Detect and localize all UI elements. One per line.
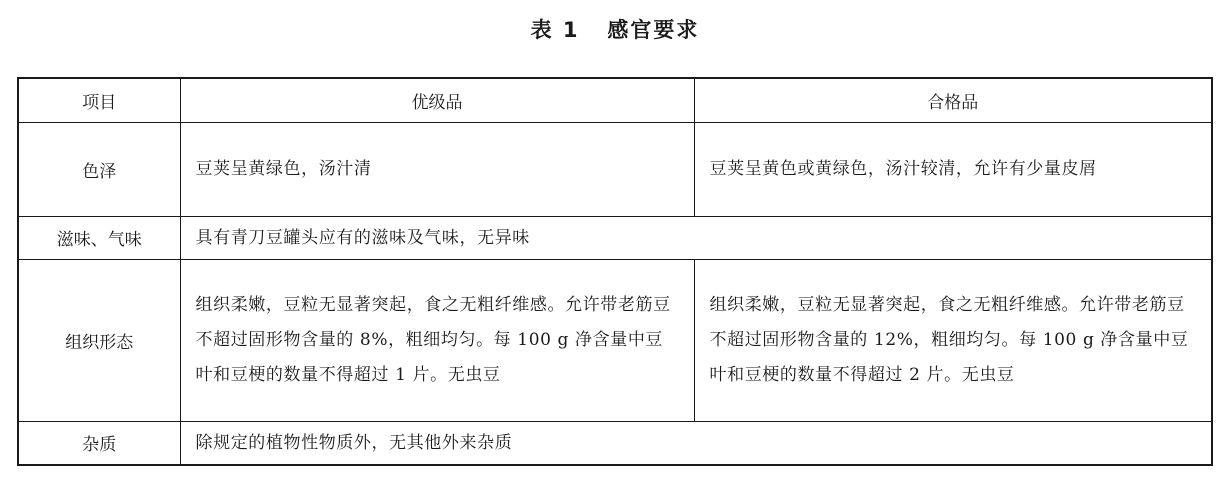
header-premium: 优级品 [180,78,694,122]
color-qualified: 豆荚呈黄色或黄绿色，汤汁较清，允许有少量皮屑 [694,122,1212,216]
table-row-color [18,122,1212,216]
taste-requirement: 具有青刀豆罐头应有的滋味及气味，无异味 [180,216,1212,259]
table-row-texture [18,259,1212,421]
table-header-row [18,78,1212,122]
row-label-impurity: 杂质 [18,421,180,465]
table-row-impurity [18,421,1212,465]
row-label-texture: 组织形态 [18,259,180,421]
impurity-requirement: 除规定的植物性物质外，无其他外来杂质 [180,421,1212,465]
sensory-requirements-table [17,77,1213,466]
row-label-taste: 滋味、气味 [18,216,180,259]
header-item: 项目 [18,78,180,122]
texture-qualified: 组织柔嫩，豆粒无显著突起，食之无粗纤维感。允许带老筋豆不超过固形物含量的 12%，粗细均匀。每 100 g 净含量中豆叶和豆梗的数量不得超过 2 片。无虫豆 [694,259,1212,421]
row-label-color: 色泽 [18,122,180,216]
color-premium: 豆荚呈黄绿色，汤汁清 [180,122,694,216]
texture-premium: 组织柔嫩，豆粒无显著突起，食之无粗纤维感。允许带老筋豆不超过固形物含量的 8%，粗细均匀。每 100 g 净含量中豆叶和豆梗的数量不得超过 1 片。无虫豆 [180,259,694,421]
table-caption: 表 1 感官要求 [530,18,700,42]
header-qualified: 合格品 [694,78,1212,122]
table-row-taste [18,216,1212,259]
